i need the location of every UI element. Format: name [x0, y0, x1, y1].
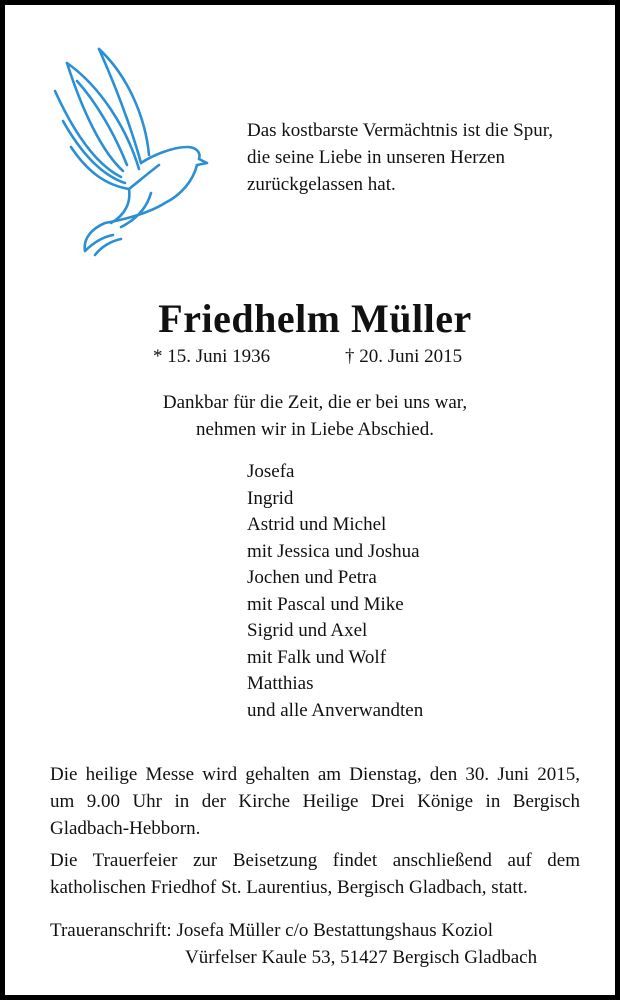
quote-line: die seine Liebe in unseren Herzen	[247, 147, 505, 168]
funeral-line: Die Trauerfeier zur Beisetzung findet anschließend auf dem	[50, 850, 580, 871]
mourner-item: mit Pascal und Mike	[247, 593, 404, 615]
funeral-line: katholischen Friedhof St. Laurentius, Bergisch Gladbach, statt.	[50, 877, 528, 898]
mourner-item: Sigrid und Axel	[247, 620, 368, 641]
mourners-list	[247, 459, 423, 724]
mourner-item: und alle Anverwandten	[247, 699, 424, 721]
mourner-item: Astrid und Michel	[247, 514, 387, 535]
mourner-item: Ingrid	[247, 487, 294, 509]
mass-line: Gladbach-Hebborn.	[50, 818, 201, 839]
thanks-line: Dankbar für die Zeit, die er bei uns war,	[162, 392, 468, 413]
mass-line: Die heilige Messe wird gehalten am Dienstag, den 30. Juni 2015,	[50, 764, 580, 785]
deceased-name: Friedhelm Müller	[158, 296, 472, 341]
mourning-address-line: Vürfelser Kaule 53, 51427 Bergisch Gladbach	[185, 947, 538, 968]
mourning-address-line: Traueranschrift: Josefa Müller c/o Bestattungshaus Koziol	[50, 920, 494, 941]
mourner-item: mit Falk und Wolf	[247, 646, 387, 668]
mourner-item: Jochen und Petra	[247, 567, 377, 588]
thanks-line: nehmen wir in Liebe Abschied.	[196, 419, 434, 440]
thanks-text	[5, 389, 620, 443]
memorial-quote	[247, 117, 607, 198]
mourner-item: Josefa	[247, 461, 295, 482]
mass-line: um 9.00 Uhr in der Kirche Heilige Drei Könige in Bergisch	[50, 791, 580, 812]
death-date: † 20. Juni 2015	[345, 346, 463, 367]
mass-info	[50, 761, 580, 842]
funeral-info	[50, 847, 580, 901]
mourner-item: mit Jessica und Joshua	[247, 540, 420, 562]
birth-date: * 15. Juni 1936	[153, 346, 271, 367]
mourner-item: Matthias	[247, 673, 314, 694]
dove-icon	[41, 43, 211, 265]
quote-line: zurückgelassen hat.	[247, 174, 396, 195]
quote-line: Das kostbarste Vermächtnis ist die Spur,	[247, 120, 554, 141]
